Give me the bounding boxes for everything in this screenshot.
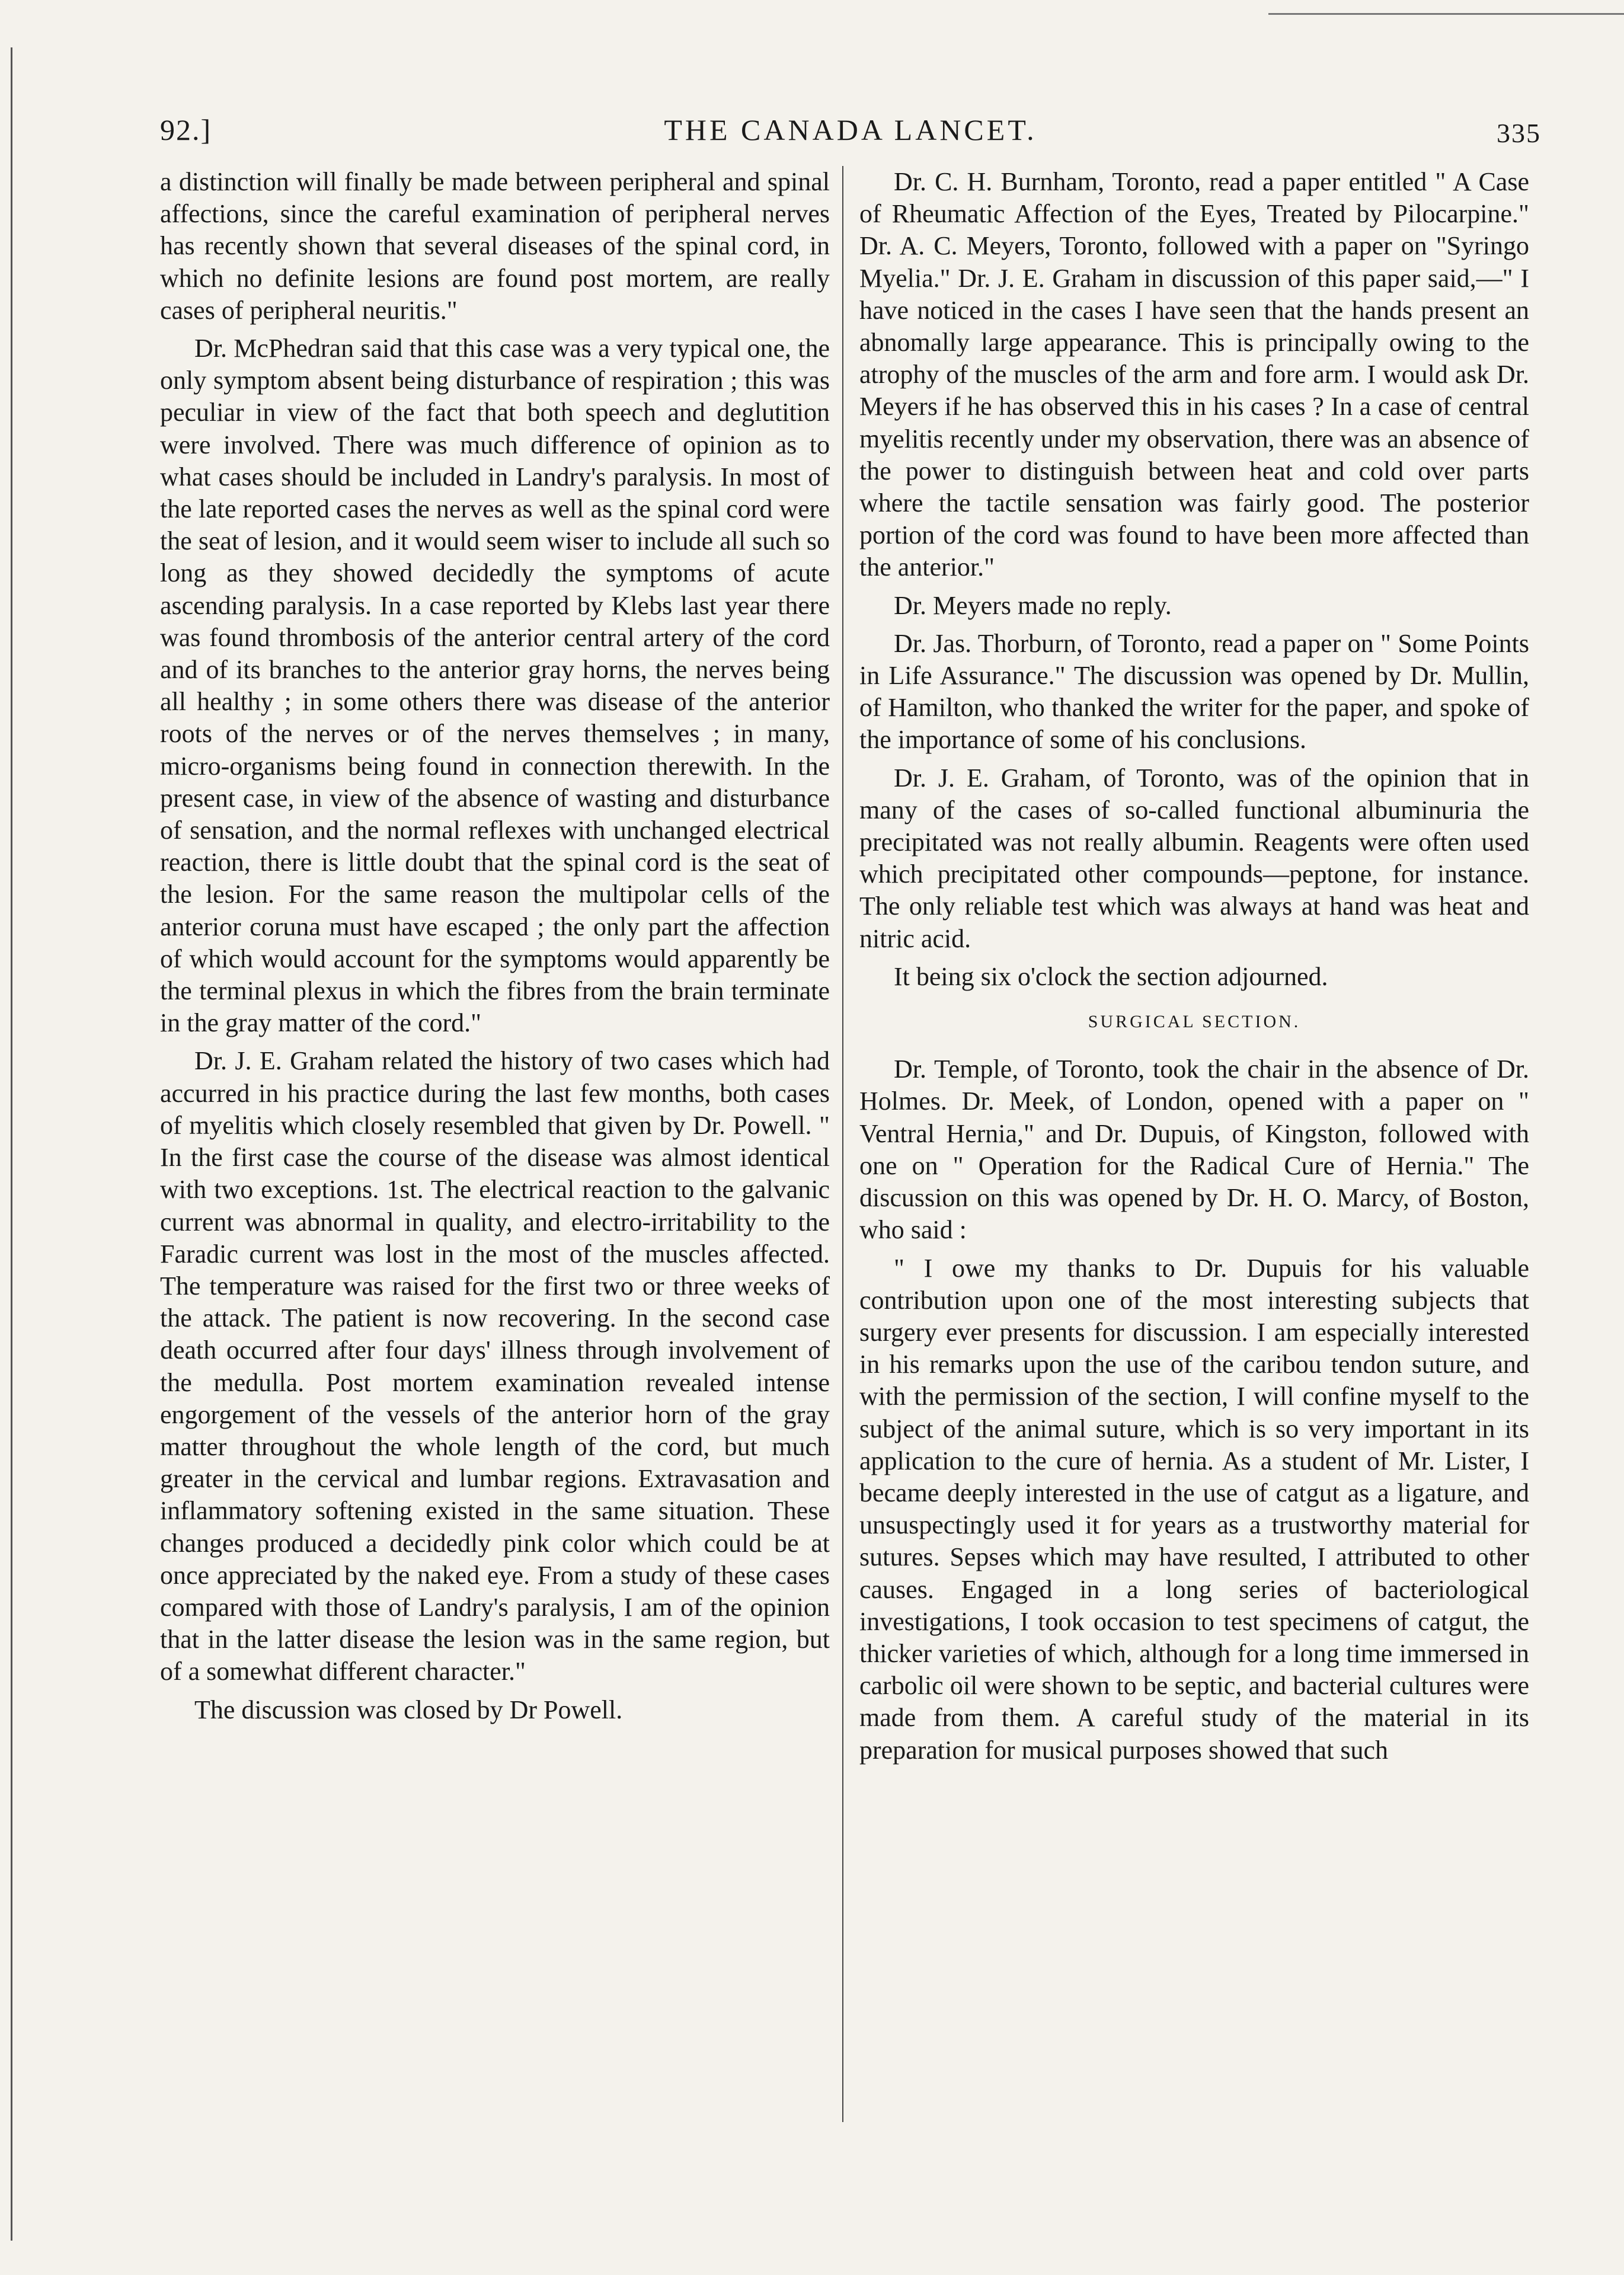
paragraph: Dr. Jas. Thorburn, of Toronto, read a paper on " Some Points in Life Assurance." The discussion was opened by Dr. Mullin, of Hamilton, who thanked the writer for the paper, and spoke of the importance of some of his conclusions. [859,628,1529,755]
page-binding-edge [11,47,12,2241]
section-heading: SURGICAL SECTION. [1088,1012,1301,1032]
top-edge-rule [1268,13,1624,15]
page-number: 335 [1497,118,1541,148]
paragraph: a distinction will finally be made between peripheral and spinal affections, since the careful examination of peripheral nerves has recently shown that several diseases of the spinal cord, in which no definite lesions are found post mortem, are really cases of peripheral neuritis." [160,167,830,325]
paragraph: Dr. J. E. Graham related the history of two cases which had accurred in his practice during the last few months, both cases of myelitis which closely resembled that given by Dr. Powell. " In the first case the course of the disease was almost identical with two exceptions. 1st. The electrical reaction to the galvanic current was abnormal in quality, and electro-irritability to the Faradic current was lost in the most of the muscles affected. The temperature was raised for the first two or three weeks of the attack. The patient is now recovering. In the second case death occurred after four days' illness through involvement of the medulla. Post mortem examination revealed intense engorgement of the vessels of the anterior horn of the gray matter throughout the whole length of the cord, but much greater in the cervical and lumbar regions. Extravasation and inflammatory softening existed in the same situation. These changes produced a decidedly pink color which could be at once appreciated by the naked eye. From a study of these cases compared with those of Landry's paralysis, I am of the opinion that in the latter disease the lesion was in the same region, but of a somewhat different character." [160,1046,830,1686]
column-divider [842,166,843,2122]
paragraph: It being six o'clock the section adjourned. [894,961,1328,991]
journal-title: THE CANADA LANCET. [664,113,1037,146]
paragraph: " I owe my thanks to Dr. Dupuis for his valuable contribution upon one of the most interesting subjects that surgery ever presents for discussion. I am especially interested in his remarks upon the use of the caribou tendon suture, and with the permission of the section, I will confine myself to the subject of the animal suture, which is so very important in its application to the cure of hernia. As a student of Mr. Lister, I became deeply interested in the use of catgut as a ligature, and unsuspectingly used it for years as a trustworthy material for sutures. Sepses which may have resulted, I attributed to other causes. Engaged in a long series of bacteriological investigations, I took occasion to test specimens of catgut, the thicker varieties of which, although for a long time immersed in carbolic oil were shown to be septic, and bacterial cultures were made from them. A careful study of the material in its preparation for musical purposes showed that such [859,1253,1529,1765]
left-column [160,166,830,1732]
right-column [859,166,1529,1772]
paragraph: Dr. C. H. Burnham, Toronto, read a paper entitled " A Case of Rheumatic Affection of the Eyes, Treated by Pilocarpine." Dr. A. C. Meyers, Toronto, followed with a paper on "Syringo Myelia." Dr. J. E. Graham in discussion of this paper said,—" I have noticed in the cases I have seen that the hands present an abnomally large appearance. This is principally owing to the atrophy of the muscles of the arm and fore arm. I would ask Dr. Meyers if he has observed this in his cases ? In a case of central myelitis recently under my observation, there was an absence of the power to distinguish between heat and cold over parts where the tactile sensation was fairly good. The posterior portion of the cord was found to have been more affected than the anterior." [859,167,1529,582]
paragraph: Dr. McPhedran said that this case was a very typical one, the only symptom absent being disturbance of respiration ; this was peculiar in view of the fact that both speech and deglutition were involved. There was much difference of opinion as to what cases should be included in Landry's paralysis. In most of the late reported cases the nerves as well as the spinal cord were the seat of lesion, and it would seem wiser to include all such so long as they showed decidedly the symptoms of acute ascending paralysis. In a case reported by Klebs last year there was found thrombosis of the anterior central artery of the cord and of its branches to the anterior gray horns, the nerves being all healthy ; in some others there was disease of the anterior roots of the nerves or of the nerves themselves ; in many, micro-organisms being found in connection therewith. In the present case, in view of the absence of wasting and disturbance of sensation, and the normal reflexes with unchanged electrical reaction, there is little doubt that the spinal cord is the seat of the lesion. For the same reason the multipolar cells of the anterior coruna must have escaped ; the only part the affection of which would account for the symptoms would apparently be the terminal plexus in which the fibres from the brain terminate in the gray matter of the cord." [160,334,830,1038]
paragraph: Dr. J. E. Graham, of Toronto, was of the opinion that in many of the cases of so-called functional albuminuria the precipitated was not really albumin. Reagents were often used which precipitated other compounds—peptone, for instance. The only reliable test which was always at hand was heat and nitric acid. [859,763,1529,953]
running-header [160,101,1541,154]
paragraph: Dr. Temple, of Toronto, took the chair in the absence of Dr. Holmes. Dr. Meek, of London, opened with a paper on " Ventral Hernia," and Dr. Dupuis, of Kingston, followed with one on " Operation for the Radical Cure of Hernia." The discussion on this was opened by Dr. H. O. Marcy, of Boston, who said : [859,1055,1529,1245]
paragraph: The discussion was closed by Dr Powell. [194,1695,623,1724]
paragraph: Dr. Meyers made no reply. [894,590,1172,620]
issue-number: 92.] [160,113,212,146]
